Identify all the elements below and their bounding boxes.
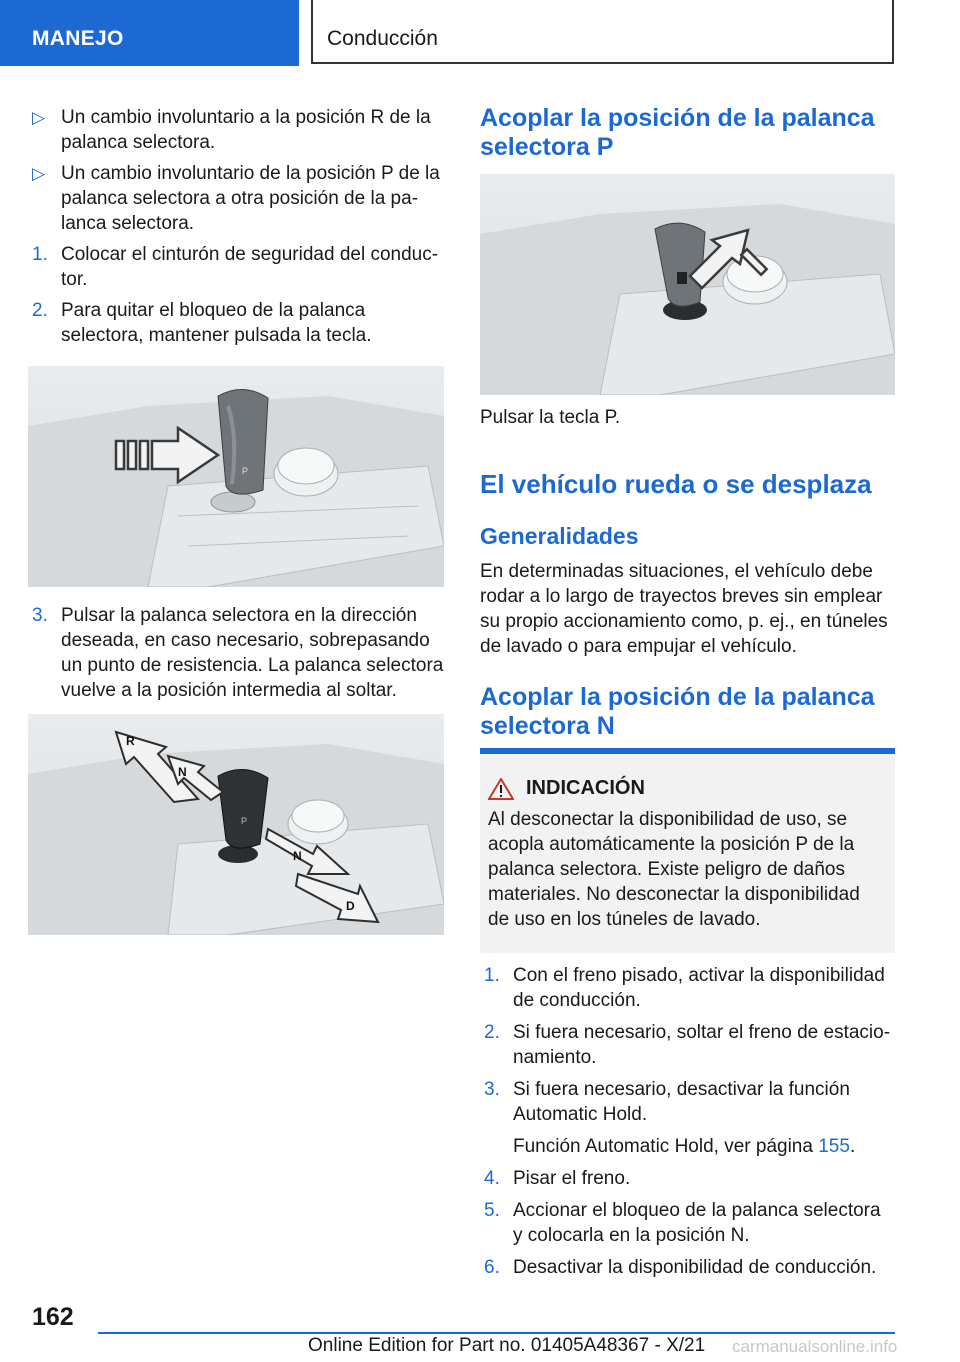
list-item-text: Pisar el freno. <box>513 1168 631 1189</box>
figure-shift-pattern <box>28 714 444 935</box>
page-number: 162 <box>32 1303 74 1331</box>
list-item-text: Con el freno pisado, activar la disponibilidad de conducción. <box>513 965 885 1011</box>
list-item <box>28 603 444 703</box>
bullet-list <box>28 105 444 348</box>
list-item-text: Si fuera necesario, desactivar la función Automatic Hold. <box>513 1079 850 1125</box>
note-text: Al desconectar la disponibilidad de uso, se acopla automáticamente la posición P de la palanca selectora. Existe peligro de daños materiales. No desconectar la disponibilidad de uso en los túneles de lavado. <box>488 809 860 930</box>
heading-position-n: Acoplar la posición de la palanca selectora N <box>480 683 875 740</box>
page-link[interactable]: 155 <box>818 1136 850 1157</box>
step-number: 2. <box>32 300 48 321</box>
lever-letter: P <box>242 466 249 476</box>
step-list-2 <box>28 603 444 703</box>
cross-reference <box>513 1134 895 1159</box>
list-item <box>480 1077 895 1159</box>
list-item-text: Un cambio involuntario de la posición P de la palanca selectora a otra posición de la palanca selectora. <box>61 163 440 234</box>
general-paragraph: En determinadas situaciones, el vehículo debe rodar a lo largo de trayectos breves sin emplear su propio accionamiento como, p. ej., en túneles de lavado o para empujar el vehículo. <box>480 561 888 657</box>
list-item <box>480 1255 895 1280</box>
list-item <box>28 105 444 155</box>
step-number: 1. <box>32 244 48 265</box>
caption-press-p: Pulsar la tecla P. <box>480 407 621 428</box>
step-number: 2. <box>484 1022 500 1043</box>
section-tab[interactable]: MANEJO <box>0 0 299 66</box>
warning-icon <box>488 778 514 800</box>
position-n-label: N <box>178 765 187 779</box>
list-item <box>28 298 444 348</box>
triangle-bullet-icon: ▷ <box>32 164 46 183</box>
chapter-title: Conducción <box>311 0 894 64</box>
step-number: 3. <box>32 605 48 626</box>
list-item-text: Pulsar la palanca selectora en la dirección deseada, en caso necesario, sobrepasando un punto de resistencia. La palanca selectora vuelve a la posición intermedia al soltar. <box>61 605 444 701</box>
list-item <box>480 1198 895 1248</box>
list-item-text: Para quitar el bloqueo de la palanca selectora, mantener pulsada la tecla. <box>61 300 372 346</box>
note-box <box>480 748 895 953</box>
list-item-text: Accionar el bloqueo de la palanca selectora y colocarla en la posición N. <box>513 1200 881 1246</box>
figure-press-p <box>480 174 895 395</box>
list-item <box>480 963 895 1013</box>
position-r-label: R <box>126 734 135 748</box>
position-d-label: D <box>346 899 355 913</box>
edition-info: Online Edition for Part no. 01405A48367 - X/21 <box>308 1335 706 1356</box>
reference-text: Función Automatic Hold, ver página <box>513 1136 819 1157</box>
heading-vehicle-rolls: El vehículo rueda o se desplaza <box>480 469 872 499</box>
watermark: carmanualsonline.info <box>732 1337 898 1356</box>
note-title: INDICACIÓN <box>526 777 645 799</box>
step-number: 5. <box>484 1200 500 1221</box>
step-number: 6. <box>484 1257 500 1278</box>
step-list-n <box>480 963 895 1280</box>
list-item-text: Si fuera necesario, soltar el freno de estacionamiento. <box>513 1022 891 1068</box>
step-number: 4. <box>484 1168 500 1189</box>
triangle-bullet-icon: ▷ <box>32 108 46 127</box>
lever-letter: P <box>241 816 248 826</box>
list-item <box>28 161 444 236</box>
list-item <box>480 1020 895 1070</box>
list-item <box>28 242 444 292</box>
list-item-text: Desactivar la disponibilidad de conducción. <box>513 1257 877 1278</box>
footer-divider <box>98 1332 895 1334</box>
subheading-general: Generalidades <box>480 523 639 549</box>
figure-unlock-button <box>28 366 444 587</box>
position-n-label: N <box>293 849 302 863</box>
step-number: 1. <box>484 965 500 986</box>
list-item-text: Colocar el cinturón de seguridad del conductor. <box>61 244 439 290</box>
list-item <box>480 1166 895 1191</box>
heading-position-p: Acoplar la posición de la palanca selectora P <box>480 104 875 161</box>
step-number: 3. <box>484 1079 500 1100</box>
list-item-text: Un cambio involuntario a la posición R de la palanca selectora. <box>61 107 431 153</box>
note-header <box>488 776 885 801</box>
reference-end: . <box>849 1136 856 1157</box>
